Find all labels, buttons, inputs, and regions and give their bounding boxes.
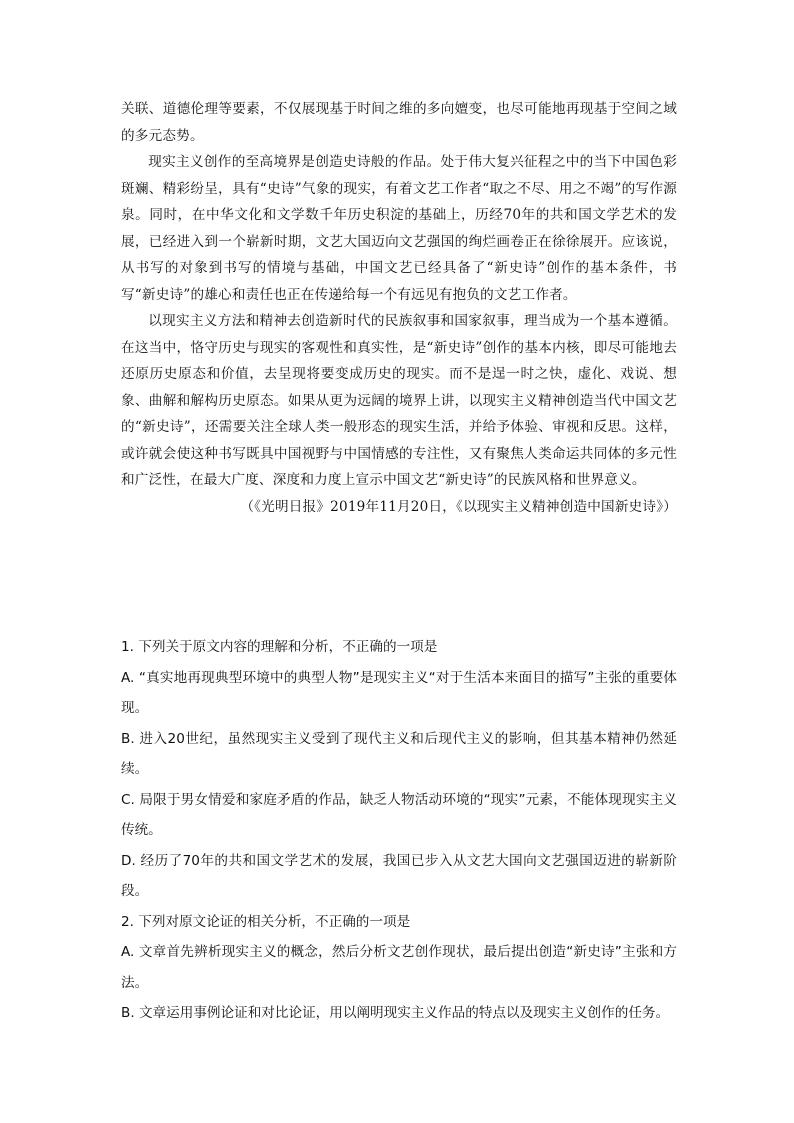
question-1-option-c: C. 局限于男女情爱和家庭矛盾的作品，缺乏人物活动环境的“现实”元素，不能体现现实主义传统。 <box>121 791 677 838</box>
question-1-stem: 1. 下列关于原文内容的理解和分析，不正确的一项是 <box>121 639 438 655</box>
question-2-stem: 2. 下列对原文论证的相关分析，不正确的一项是 <box>121 913 411 930</box>
passage-paragraph: 以现实主义方法和精神去创造新时代的民族叙事和国家叙事，理当成为一个基本遵循。在这当中，恪守历史与现实的客观性和真实性，是“新史诗”创作的基本内核，即尽可能地去还原历史原态和价值，去呈现将要变成历史的现实。而不是逞一时之快，虚化、戏说、想象、曲解和解构历史原态。如果从更为远阔的境界上讲，以现实主义精神创造当代中国文艺的“新史诗”，还需要关注全球人类一般形态的现实生活，并给予体验、审视和反思。这样，或许就会使这种书写既具中国视野与中国情感的专注性，又有聚焦人类命运共同体的多元性和广泛性，在最大广度、深度和力度上宣示中国文艺“新史诗”的民族风格和世界意义。 <box>121 313 677 488</box>
passage-paragraph-continued: 关联、道德伦理等要素，不仅展现基于时间之维的多向嬗变，也尽可能地再现基于空间之域的多元态势。 <box>121 101 677 144</box>
reading-passage <box>121 96 677 520</box>
passage-paragraph: 现实主义创作的至高境界是创造史诗般的作品。处于伟大复兴征程之中的当下中国色彩斑斓、精彩纷呈，具有“史诗”气象的现实，有着文艺工作者“取之不尽、用之不竭”的写作源泉。同时，在中华文化和文学数千年历史积淀的基础上，历经70年的共和国文学艺术的发展，已经进入到一个崭新时期，文艺大国迈向文艺强国的绚烂画卷正在徐徐展开。应该说，从书写的对象到书写的情境与基础，中国文艺已经具备了“新史诗”创作的基本条件，书写“新史诗”的雄心和责任也正在传递给每一个有远见有抱负的文艺工作者。 <box>121 154 677 303</box>
question-1-option-a: A. “真实地再现典型环境中的典型人物”是现实主义“对于生活本来面目的描写”主张的重要体现。 <box>121 669 677 716</box>
passage-source-citation: （《光明日报》2019年11月20日，《以现实主义精神创造中国新史诗》） <box>240 498 677 515</box>
question-1-option-b: B. 进入20世纪，虽然现实主义受到了现代主义和后现代主义的影响，但其基本精神仍然延续。 <box>121 730 677 777</box>
question-section <box>121 632 677 1029</box>
question-2-option-a: A. 文章首先辨析现实主义的概念，然后分析文艺创作现状，最后提出创造“新史诗”主张和方法。 <box>121 944 677 991</box>
question-1-option-d: D. 经历了70年的共和国文学艺术的发展，我国已步入从文艺大国向文艺强国迈进的崭新阶段。 <box>121 852 677 899</box>
question-2-option-b: B. 文章运用事例论证和对比论证，用以阐明现实主义作品的特点以及现实主义创作的任务。 <box>121 1005 670 1021</box>
